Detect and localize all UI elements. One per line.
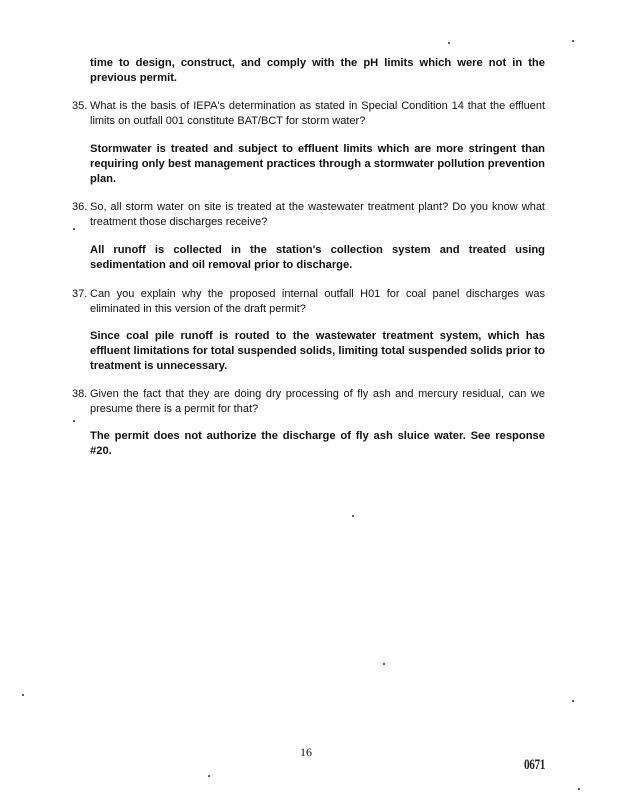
scan-speck: [572, 40, 574, 42]
question-38: [72, 387, 545, 417]
scan-speck: [448, 42, 450, 44]
answer-35: Stormwater is treated and subject to effluent limits which are more stringent than requiring only best management practices through a stormwater pollution prevention plan.: [90, 143, 545, 186]
scan-speck: [208, 775, 210, 777]
answer-38: The permit does not authorize the discharge of fly ash sluice water. See response #20.: [90, 430, 545, 458]
scan-speck: [22, 694, 24, 696]
scan-speck: [572, 700, 574, 702]
scan-speck: [578, 788, 580, 790]
question-35: [72, 99, 545, 129]
scan-speck: [73, 420, 75, 422]
question-36: [72, 200, 545, 230]
question-number: 36.: [72, 201, 88, 213]
question-37: [72, 287, 545, 317]
bates-stamp: 0671: [524, 757, 545, 773]
question-text: Can you explain why the proposed internal outfall H01 for coal panel discharges was eliminated in this version of the draft permit?: [90, 288, 545, 315]
question-number: 37.: [72, 288, 88, 300]
answer-37: Since coal pile runoff is routed to the wastewater treatment system, which has effluent limitations for total suspended solids, limiting total suspended solids prior to treatment is unnecessary.: [90, 330, 545, 373]
question-text: So, all storm water on site is treated at the wastewater treatment plant? Do you know what treatment those discharges receive?: [90, 201, 545, 228]
question-number: 35.: [72, 100, 88, 112]
page-number: 16: [300, 745, 312, 759]
scan-speck: [352, 515, 354, 517]
scan-speck: [383, 663, 385, 665]
question-text: What is the basis of IEPA's determination as stated in Special Condition 14 that the effluent limits on outfall 001 constitute BAT/BCT for storm water?: [90, 100, 545, 127]
answer-36: All runoff is collected in the station's collection system and treated using sedimentation and oil removal prior to discharge.: [90, 244, 545, 272]
answer-continuation: time to design, construct, and comply with the pH limits which were not in the previous permit.: [90, 57, 545, 85]
scan-speck: [73, 228, 75, 230]
question-number: 38.: [72, 388, 88, 400]
question-text: Given the fact that they are doing dry processing of fly ash and mercury residual, can we presume there is a permit for that?: [90, 388, 545, 415]
